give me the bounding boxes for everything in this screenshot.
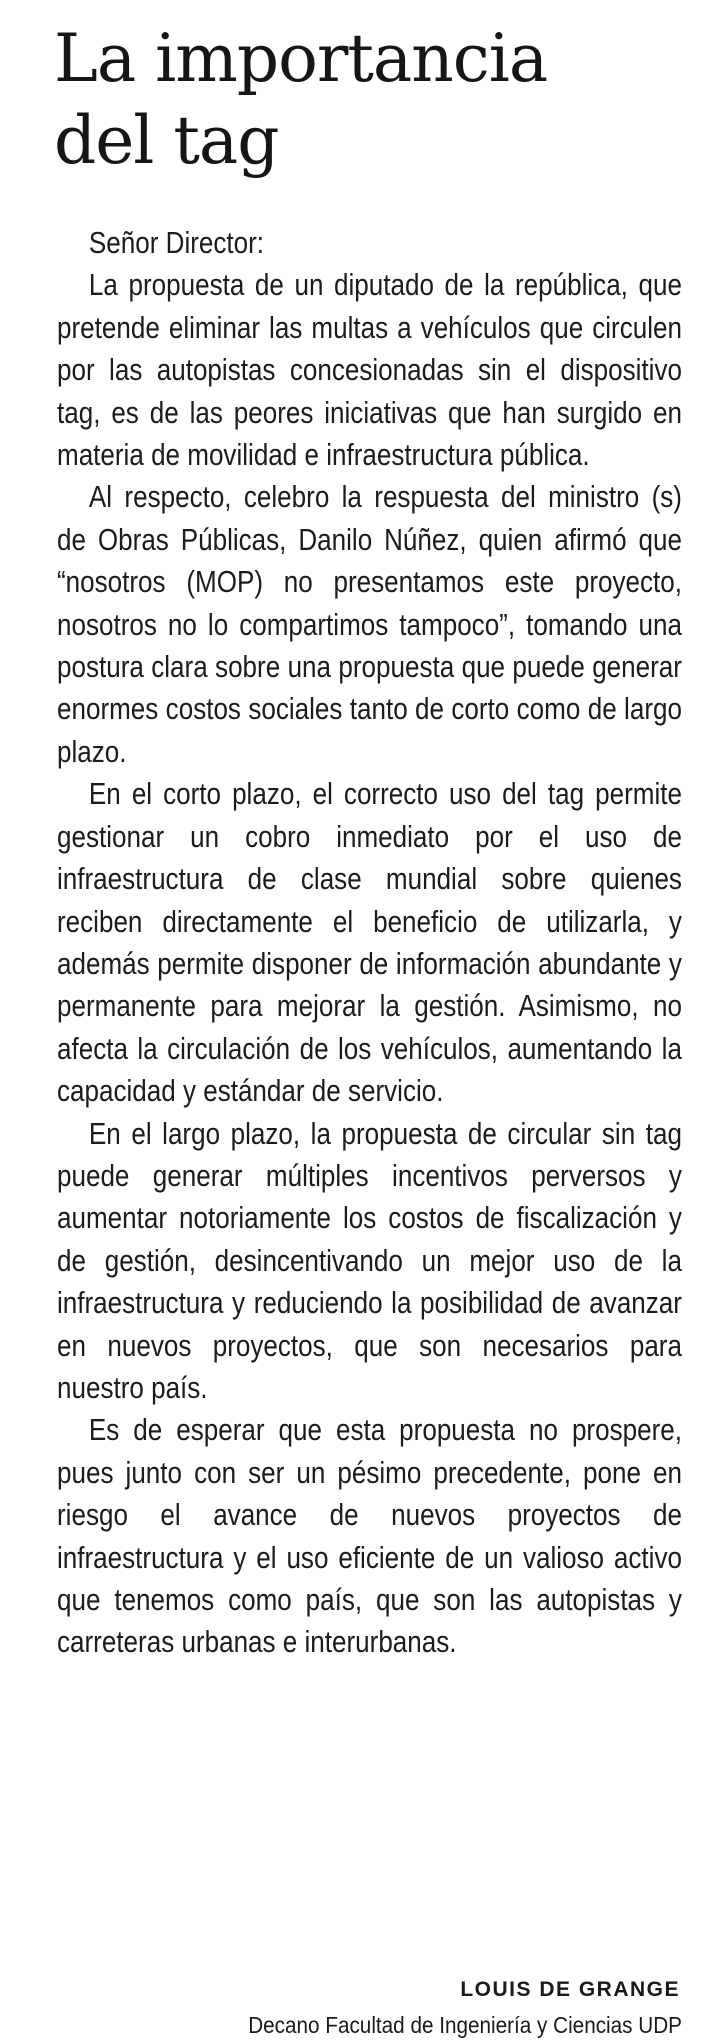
letter-body	[57, 222, 682, 1664]
headline-line-1: La importancia	[54, 20, 548, 97]
headline-line-2: del tag	[54, 102, 279, 179]
paragraph-5: Es de esperar que esta propuesta no prospere, pues junto con ser un pésimo precedente, pone en riesgo el avance de nuevos proyectos de infraestructura y el uso eficiente de un valioso activo que tenemos como país, que son las autopistas y carreteras urbanas e interurbanas.	[57, 1412, 682, 1660]
author-name: LOUIS DE GRANGE	[460, 1978, 680, 2001]
paragraph-1: La propuesta de un diputado de la república, que pretende eliminar las multas a vehículos que circulen por las autopistas concesionadas sin el dispositivo tag, es de las peores iniciativas que han surgido en materia de movilidad e infraestructura pública.	[57, 267, 682, 473]
headline	[54, 18, 694, 182]
paragraph-2: Al respecto, celebro la respuesta del ministro (s) de Obras Públicas, Danilo Núñez, quien afirmó que “nosotros (MOP) no presentamos este proyecto, nosotros no lo compartimos tampoco”, tomando una postura clara sobre una propuesta que puede generar enormes costos sociales tanto de corto como de largo plazo.	[57, 479, 682, 769]
paragraph-4: En el largo plazo, la propuesta de circular sin tag puede generar múltiples incentivos perversos y aumentar notoriamente los costos de fiscalización y de gestión, desincentivando un mejor uso de la infraestructura y reduciendo la posibilidad de avanzar en nuevos proyectos, que son necesarios para nuestro país.	[57, 1115, 682, 1405]
author-affiliation: Decano Facultad de Ingeniería y Ciencias UDP	[248, 2012, 682, 2038]
salutation: Señor Director:	[88, 225, 265, 260]
paragraph-3: En el corto plazo, el correcto uso del tag permite gestionar un cobro inmediato por el uso de infraestructura de clase mundial sobre quienes reciben directamente el beneficio de utilizarla, y además permite disponer de información abundante y permanente para mejorar la gestión. Asimismo, no afecta la circulación de los vehículos, aumentando la capacidad y estándar de servicio.	[57, 776, 682, 1109]
